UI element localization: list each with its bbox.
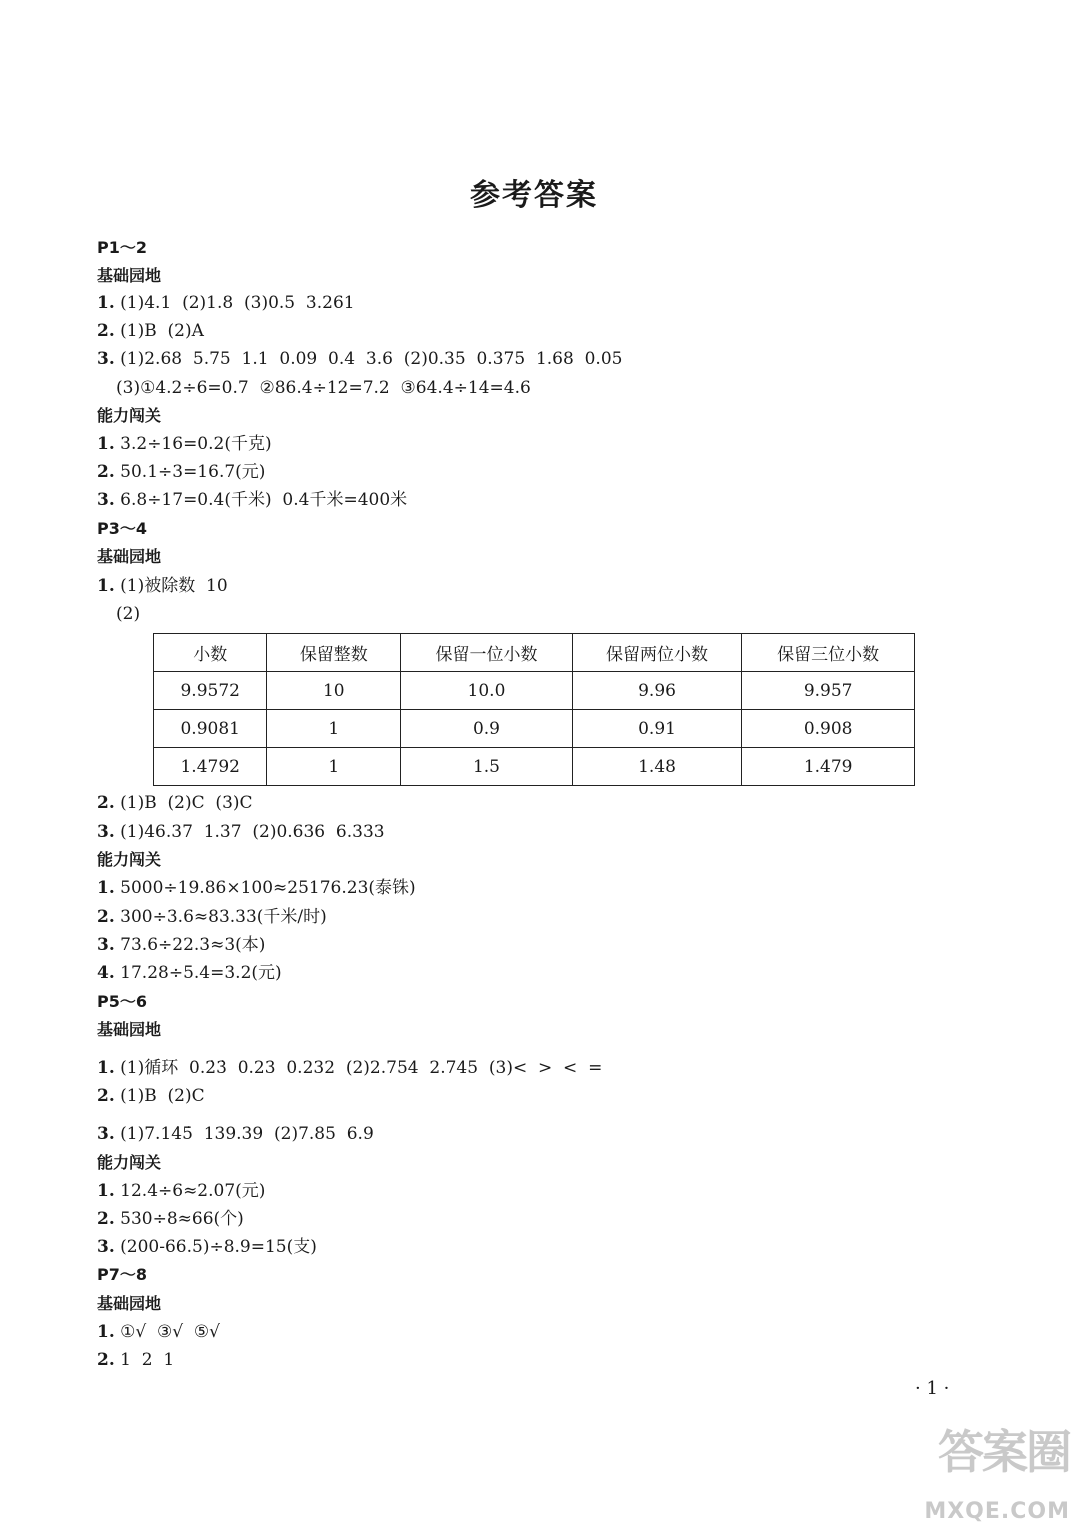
table-cell: 9.957 bbox=[742, 672, 915, 710]
question-number: 1. bbox=[97, 1181, 115, 1201]
question-number: 2. bbox=[97, 1209, 115, 1229]
answer-text: 基础园地 bbox=[97, 1294, 162, 1313]
answer-text: 能力闯关 bbox=[97, 850, 162, 869]
answer-text: (1)7.14̇5̇ 139.39 (2)7.85 6.9 bbox=[114, 1124, 374, 1144]
answer-line bbox=[97, 905, 327, 929]
answer-line bbox=[97, 820, 385, 844]
table-header-cell: 保留三位小数 bbox=[742, 634, 915, 672]
table-cell: 1.479 bbox=[742, 748, 915, 786]
section-heading bbox=[97, 545, 161, 569]
answer-text: 300÷3.6≈83.33(千米/时) bbox=[114, 907, 327, 927]
answer-text: 能力闯关 bbox=[97, 1153, 162, 1172]
question-number: 2. bbox=[97, 907, 115, 927]
answer-line bbox=[97, 1320, 220, 1344]
section-heading bbox=[97, 1018, 161, 1042]
section-heading bbox=[97, 1292, 161, 1316]
answer-line bbox=[97, 488, 407, 512]
table-cell: 9.9572 bbox=[154, 672, 267, 710]
answer-line bbox=[97, 1207, 244, 1231]
answer-text: (1)循环 0.2̇3̇ 0.23 0.232 (2)2.754 2.745 (3)< > < = bbox=[114, 1058, 603, 1078]
answer-text: 基础园地 bbox=[97, 266, 162, 285]
answer-text: P3～4 bbox=[97, 519, 147, 538]
answer-text: (200-66.5)÷8.9=15(支) bbox=[114, 1237, 317, 1257]
section-heading bbox=[97, 404, 161, 428]
answer-line bbox=[97, 1056, 602, 1080]
table-header-cell: 保留两位小数 bbox=[572, 634, 742, 672]
rounding-table bbox=[153, 633, 915, 786]
answer-text: (1)被除数 10 bbox=[114, 576, 228, 596]
table-cell: 1.48 bbox=[572, 748, 742, 786]
table-row bbox=[154, 672, 915, 710]
answer-text: P7～8 bbox=[97, 1265, 147, 1284]
answer-text: (3)①4.2÷6=0.7 ②86.4÷12=7.2 ③64.4÷14=4.6 bbox=[116, 378, 531, 398]
table-row bbox=[154, 748, 915, 786]
answer-line bbox=[97, 1179, 265, 1203]
answer-text: 能力闯关 bbox=[97, 406, 162, 425]
answer-text: 1 2 1 bbox=[114, 1350, 175, 1370]
watermark-site: MXQE.COM bbox=[924, 1499, 1070, 1524]
question-number: 3. bbox=[97, 935, 115, 955]
answer-line bbox=[97, 460, 265, 484]
answer-line bbox=[97, 574, 228, 598]
answer-line bbox=[97, 933, 265, 957]
table-cell: 1.4792 bbox=[154, 748, 267, 786]
answer-text: ①√ ③√ ⑤√ bbox=[114, 1322, 220, 1342]
answer-text: 3.2÷16=0.2(千克) bbox=[114, 434, 272, 454]
answer-text: 12.4÷6≈2.07(元) bbox=[114, 1181, 266, 1201]
table-header-row bbox=[154, 634, 915, 672]
table-cell: 0.908 bbox=[742, 710, 915, 748]
table-cell: 0.9081 bbox=[154, 710, 267, 748]
section-heading bbox=[97, 1151, 161, 1175]
table-header-cell: 保留一位小数 bbox=[401, 634, 573, 672]
table-cell: 0.91 bbox=[572, 710, 742, 748]
section-heading bbox=[97, 236, 147, 260]
section-heading bbox=[97, 990, 147, 1014]
question-number: 2. bbox=[97, 793, 115, 813]
question-number: 3. bbox=[97, 1237, 115, 1257]
question-number: 2. bbox=[97, 321, 115, 341]
table-cell: 1 bbox=[267, 748, 401, 786]
question-number: 2. bbox=[97, 462, 115, 482]
question-number: 3. bbox=[97, 822, 115, 842]
table-header-cell: 小数 bbox=[154, 634, 267, 672]
answer-text: (1)2.68 5.75 1.1 0.09 0.4 3.6 (2)0.35 0.375 1.68 0.05 bbox=[114, 349, 623, 369]
answer-text: 5000÷19.86×100≈25176.23(泰铢) bbox=[114, 878, 416, 898]
answer-text: 73.6÷22.3≈3(本) bbox=[114, 935, 266, 955]
answer-text: (1)46.37 1.37 (2)0.636 6.333 bbox=[114, 822, 385, 842]
answer-line bbox=[97, 1348, 174, 1372]
answer-line bbox=[116, 602, 140, 626]
table-cell: 9.96 bbox=[572, 672, 742, 710]
answer-line bbox=[97, 1122, 374, 1146]
question-number: 1. bbox=[97, 1322, 115, 1342]
answer-text: (1)B (2)C (3)C bbox=[114, 793, 253, 813]
answer-line bbox=[97, 791, 253, 815]
question-number: 2. bbox=[97, 1350, 115, 1370]
answer-line bbox=[97, 319, 204, 343]
question-number: 3. bbox=[97, 1124, 115, 1144]
answer-text: (2) bbox=[116, 604, 141, 624]
answer-line bbox=[97, 347, 622, 371]
question-number: 1. bbox=[97, 434, 115, 454]
answer-text: (1)4.1 (2)1.8 (3)0.5 3.261 bbox=[114, 293, 355, 313]
section-heading bbox=[97, 1263, 147, 1287]
answer-text: 50.1÷3=16.7(元) bbox=[114, 462, 266, 482]
table-cell: 10 bbox=[267, 672, 401, 710]
question-number: 3. bbox=[97, 349, 115, 369]
table-row bbox=[154, 710, 915, 748]
answer-text: P5～6 bbox=[97, 992, 147, 1011]
answer-text: P1～2 bbox=[97, 238, 147, 257]
answer-text: 基础园地 bbox=[97, 547, 162, 566]
question-number: 4. bbox=[97, 963, 115, 983]
answer-text: 基础园地 bbox=[97, 1020, 162, 1039]
question-number: 3. bbox=[97, 490, 115, 510]
answer-text: 17.28÷5.4=3.2(元) bbox=[114, 963, 282, 983]
page-number: · 1 · bbox=[915, 1378, 950, 1399]
answer-line bbox=[97, 432, 272, 456]
answer-line bbox=[97, 961, 282, 985]
answer-text: (1)B (2)C bbox=[114, 1086, 205, 1106]
table-cell: 10.0 bbox=[401, 672, 573, 710]
watermark bbox=[900, 1416, 1070, 1526]
answer-line bbox=[97, 1235, 317, 1259]
answer-text: 6.8÷17=0.4(千米) 0.4千米=400米 bbox=[114, 490, 408, 510]
table-cell: 0.9 bbox=[401, 710, 573, 748]
table-header-cell: 保留整数 bbox=[267, 634, 401, 672]
section-heading bbox=[97, 848, 161, 872]
table-cell: 1.5 bbox=[401, 748, 573, 786]
question-number: 2. bbox=[97, 1086, 115, 1106]
question-number: 1. bbox=[97, 293, 115, 313]
watermark-logo: 答案圈 bbox=[938, 1425, 1070, 1479]
answer-line bbox=[116, 376, 531, 400]
question-number: 1. bbox=[97, 576, 115, 596]
answer-line bbox=[97, 876, 416, 900]
answer-text: 530÷8≈66(个) bbox=[114, 1209, 244, 1229]
answer-line bbox=[97, 1084, 205, 1108]
question-number: 1. bbox=[97, 878, 115, 898]
page-title: 参考答案 bbox=[470, 178, 598, 213]
table-cell: 1 bbox=[267, 710, 401, 748]
section-heading bbox=[97, 264, 161, 288]
section-heading bbox=[97, 517, 147, 541]
answer-line bbox=[97, 291, 355, 315]
question-number: 1. bbox=[97, 1058, 115, 1078]
answer-text: (1)B (2)A bbox=[114, 321, 204, 341]
